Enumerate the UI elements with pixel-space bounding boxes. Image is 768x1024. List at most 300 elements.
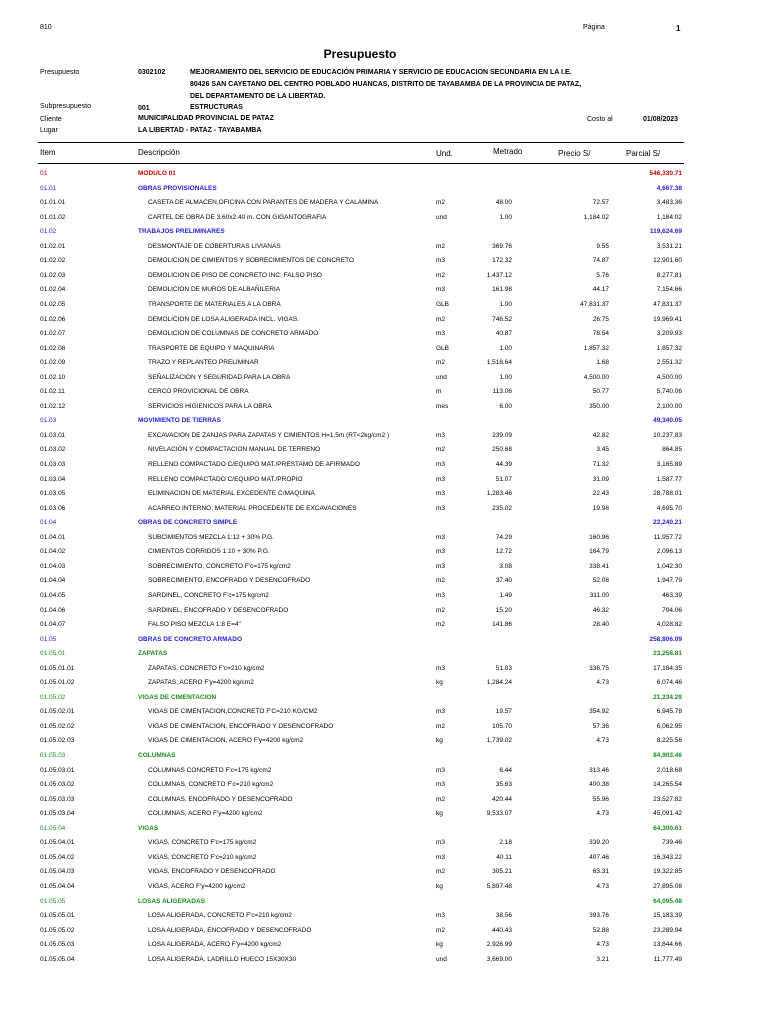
item-cell: 01.04.04 [40,577,66,585]
unit-cell: m3 [436,853,446,861]
subpresupuesto-code: 001 [138,105,150,112]
metrado-cell: 5,897.48 [486,882,512,890]
precio-cell: 339.20 [589,839,609,847]
description-cell: VIGAS, CONCRETO F'c=210 kg/cm2 [148,853,257,861]
unit-cell: m2 [436,722,446,730]
precio-cell: 55.96 [592,795,609,803]
table-row [0,314,768,326]
precio-cell: 4,500.00 [583,373,609,381]
description-cell: CERCO PROVICIONAL DE OBRA [148,388,249,396]
precio-cell: 1.68 [596,359,609,367]
item-cell: 01.02.05 [40,300,66,308]
table-row [0,852,768,864]
precio-cell: 31.09 [592,475,609,483]
unit-cell: m3 [436,490,446,498]
item-cell: 01.04.06 [40,606,66,614]
item-cell: 01.05.01.02 [40,679,75,687]
metrado-cell: 15.20 [495,606,512,614]
table-row [0,430,768,442]
metrado-cell: 105.70 [492,722,512,730]
description-cell: SEÑALIZACION Y SEGURIDAD PARA LA OBRA [148,373,291,381]
unit-cell: kg [436,882,443,890]
table-row [0,779,768,791]
parcial-cell: 47,831.37 [653,300,682,308]
precio-cell: 350.00 [589,402,609,410]
metrado-cell: 2.18 [499,839,512,847]
unit-cell: GLB [436,344,450,352]
description-cell: VIGAS [138,824,159,832]
description-cell: LOSA ALIGERADA, ACERO F'y=4200 kg/cm2 [148,941,282,949]
precio-cell: 4.73 [596,810,609,818]
unit-cell: kg [436,941,443,949]
presupuesto-desc-line-2: 80426 SAN CAYETANO DEL CENTRO POBLADO HUANCAS, DISTRITO DE TAYABAMBA DE LA PROVINCIA DE PATAZ, [190,81,582,88]
precio-cell: 63.31 [592,868,609,876]
description-cell: RELLENO COMPACTADO C/EQUIPO MAT./PROPIO [148,475,303,483]
description-cell: MOVIMIENTO DE TIERRAS [138,417,221,425]
description-cell: SARDINEL, CONCRETO F'c=175 kg/cm2 [148,591,269,599]
description-cell: SERVICIOS HIGIENICOS PARA LA OBRA [148,402,272,410]
unit-cell: m3 [436,562,446,570]
precio-cell: 26.75 [592,315,609,323]
description-cell: SARDINEL, ENCOFRADO Y DESENCOFRADO [148,606,289,614]
description-cell: DEMOLICION DE CIMIENTOS Y SOBRECIMIENTOS DE CONCRETO [148,257,354,265]
parcial-cell: 6,074.46 [656,679,682,687]
unit-cell: m3 [436,286,446,294]
item-cell: 01.03 [40,417,57,425]
parcial-cell: 258,806.09 [649,635,682,643]
costo-label: Costo al [587,116,613,123]
description-cell: SOBRECIMIENTO, ENCOFRADO Y DESENCOFRADO [148,577,311,585]
metrado-cell: 1,284.24 [486,679,512,687]
precio-cell: 164.79 [589,548,609,556]
table-group-row [0,168,768,180]
item-cell: 01.02.10 [40,373,66,381]
parcial-cell: 11,777.49 [653,955,682,963]
table-row [0,765,768,777]
parcial-cell: 1,947.79 [656,577,682,585]
col-precio: Precio S/ [558,149,591,158]
description-cell: ZAPATAS, CONCRETO F'c=210 kg/cm2 [148,664,265,672]
description-cell: SOBRECIMIENTO, CONCRETO F'c=175 kg/cm2 [148,562,291,570]
parcial-cell: 3,483.36 [656,199,682,207]
table-row [0,386,768,398]
table-group-row [0,692,768,704]
parcial-cell: 1,857.32 [656,344,682,352]
item-cell: 01.02.01 [40,242,66,250]
item-cell: 01.04.03 [40,562,66,570]
presupuesto-desc-line-3: DEL DEPARTAMENTO DE LA LIBERTAD. [190,93,326,100]
parcial-cell: 64,300.61 [653,824,682,832]
item-cell: 01.04.07 [40,621,66,629]
parcial-cell: 7,154.66 [656,286,682,294]
table-row [0,459,768,471]
item-cell: 01.02.03 [40,271,66,279]
description-cell: ACARREO INTERNO, MATERIAL PROCEDENTE DE EXCAVACIONES [148,504,357,512]
table-row [0,241,768,253]
unit-cell: m2 [436,621,446,629]
unit-cell: m2 [436,446,446,454]
unit-cell: m2 [436,577,446,585]
precio-cell: 22.43 [592,490,609,498]
parcial-cell: 28,788.01 [653,490,682,498]
parcial-cell: 8,277.81 [656,271,682,279]
unit-cell: m2 [436,199,446,207]
table-row [0,794,768,806]
metrado-cell: 172.32 [492,257,512,265]
precio-cell: 354.92 [589,708,609,716]
precio-cell: 4.73 [596,941,609,949]
metrado-cell: 746.52 [492,315,512,323]
description-cell: TRANSPORTE DE MATERIALES A LA OBRA [148,300,281,308]
table-row [0,619,768,631]
unit-cell: m3 [436,461,446,468]
precio-cell: 52.08 [592,577,609,585]
description-cell: DEMOLICION DE COLUMNAS DE CONCRETO ARMADO [148,330,319,338]
item-cell: 01.05.01.01 [40,664,75,672]
item-cell: 01.05.02.02 [40,722,75,730]
table-row [0,605,768,617]
table-row [0,503,768,515]
table-row [0,706,768,718]
table-row [0,910,768,922]
table-row [0,343,768,355]
metrado-cell: 44.39 [495,461,512,468]
unit-cell: m2 [436,795,446,803]
table-group-row [0,183,768,195]
table-row [0,532,768,544]
table-row [0,444,768,456]
presupuesto-desc-line-1: MEJORAMIENTO DEL SERVICIO DE EDUCACIÓN PRIMARIA Y SERVICIO DE EDUCACION SECUNDARIA EN LA I.E. [190,69,572,76]
metrado-cell: 48.00 [495,199,512,207]
description-cell: COLUMNAS, ENCOFRADO Y DESENCOFRADO [148,795,293,803]
metrado-cell: 239.09 [492,431,512,439]
unit-cell: mes [436,402,449,410]
description-cell: VIGAS DE CIMENTACION [138,693,217,701]
precio-cell: 9.55 [596,242,609,250]
metrado-cell: 1.00 [499,344,512,352]
metrado-cell: 35.63 [495,781,512,789]
description-cell: MODULO 01 [138,170,176,177]
table-row [0,546,768,558]
description-cell: EXCAVACION DE ZANJAS PARA ZAPATAS Y CIMIENTOS H=1.5m (RT<2kg/cm2 ) [148,431,390,439]
precio-cell: 72.57 [592,199,609,207]
table-row [0,590,768,602]
parcial-cell: 1,587.77 [656,475,682,483]
item-cell: 01.01 [40,184,57,192]
precio-cell: 4.73 [596,679,609,687]
item-cell: 01.03.04 [40,475,66,483]
metrado-cell: 3.08 [499,562,512,570]
item-cell: 01.02.09 [40,359,66,367]
table-row [0,954,768,966]
unit-cell: m2 [436,271,446,279]
parcial-cell: 2,096.13 [656,548,682,556]
unit-cell: kg [436,679,443,687]
parcial-cell: 463.39 [662,591,682,599]
precio-cell: 400.38 [589,781,609,789]
parcial-cell: 4,500.00 [656,373,682,381]
item-cell: 01.02.11 [40,388,65,396]
unit-cell: kg [436,810,443,818]
metrado-cell: 6.00 [499,402,512,410]
description-cell: TRASPORTE DE EQUIPO Y MAQUINARIA [148,344,275,352]
item-cell: 01.05.02 [40,693,66,701]
precio-cell: 50.77 [592,388,609,396]
parcial-cell: 6,062.95 [656,722,682,730]
item-cell: 01.03.05 [40,490,66,498]
item-cell: 01.05.03.01 [40,766,75,774]
metrado-cell: 1,518.64 [486,359,512,367]
description-cell: VIGAS, ENCOFRADO Y DESENCOFRADO [148,868,276,876]
parcial-cell: 2,551.32 [656,359,682,367]
table-group-row [0,517,768,529]
unit-cell: m [436,388,442,396]
metrado-cell: 1,283.46 [486,490,512,498]
description-cell: ZAPATAS [138,650,168,658]
metrado-cell: 74.29 [495,533,512,541]
unit-cell: und [436,955,447,963]
page-label: Página [583,24,605,31]
item-cell: 01.04 [40,519,57,527]
description-cell: ELIMINACION DE MATERIAL EXCEDENTE C/MAQUINA [148,490,315,498]
parcial-cell: 64,095.48 [653,897,682,905]
item-cell: 01.05 [40,635,57,643]
unit-cell: m3 [436,708,446,716]
parcial-cell: 739.46 [662,839,682,847]
metrado-cell: 37.40 [495,577,512,585]
parcial-cell: 16,343.22 [653,853,682,861]
lugar-value: LA LIBERTAD - PATAZ - TAYABAMBA [138,127,262,134]
table-row [0,357,768,369]
unit-cell: m3 [436,431,446,439]
precio-cell: 311.00 [589,591,609,599]
item-cell: 01.04.05 [40,591,66,599]
precio-cell: 1,184.02 [583,213,609,221]
item-cell: 01.03.02 [40,446,66,454]
precio-cell: 52.88 [592,926,609,934]
col-item: Item [40,148,56,157]
precio-cell: 74.87 [592,257,609,265]
unit-cell: m2 [436,868,446,876]
precio-cell: 4.73 [596,737,609,745]
precio-cell: 71.32 [592,461,609,468]
item-cell: 01.05.05.02 [40,926,75,934]
parcial-cell: 13,844.66 [653,941,682,949]
precio-cell: 46.32 [592,606,609,614]
table-row [0,270,768,282]
unit-cell: m3 [436,912,446,920]
item-cell: 01.05.02.03 [40,737,75,745]
parcial-cell: 21,234.29 [653,693,682,701]
description-cell: TRABAJOS PRELIMINARES [138,228,225,236]
metrado-cell: 40.11 [496,853,512,861]
unit-cell: m2 [436,606,446,614]
unit-cell: m3 [436,548,446,556]
unit-cell: m2 [436,926,446,934]
parcial-cell: 1,184.02 [656,213,682,221]
description-cell: OBRAS DE CONCRETO ARMADO [138,635,243,643]
metrado-cell: 1.00 [499,300,512,308]
table-group-row [0,648,768,660]
page-number: 1 [676,24,681,33]
parcial-cell: 22,240.21 [653,519,682,527]
item-cell: 01.02.02 [40,257,66,265]
description-cell: SUBCIMIENTOS MEZCLA 1:12 + 30% P.G. [148,533,275,541]
table-group-row [0,634,768,646]
item-cell: 01.01.01 [40,199,66,207]
table-header [38,142,684,164]
description-cell: OBRAS DE CONCRETO SIMPLE [138,519,238,527]
metrado-cell: 420.44 [492,795,512,803]
description-cell: LOSA ALIGERADA, ENCOFRADO Y DESENCOFRADO [148,926,312,934]
precio-cell: 42.82 [592,431,609,439]
table-row [0,328,768,340]
metrado-cell: 113.06 [492,388,512,396]
description-cell: COLUMNAS, CONCRETO F'c=210 kg/cm2 [148,781,274,789]
parcial-cell: 11,957.72 [653,533,682,541]
precio-cell: 5.76 [596,271,609,279]
item-cell: 01.05.03 [40,752,66,759]
unit-cell: m2 [436,242,446,250]
unit-cell: kg [436,737,443,745]
table-row [0,881,768,893]
precio-cell: 57.36 [592,722,609,730]
parcial-cell: 864.85 [662,446,682,454]
parcial-cell: 3,531.21 [656,242,682,250]
description-cell: DESMONTAJE DE COBERTURAS LIVIANAS [148,242,281,250]
parcial-cell: 4,667.38 [656,184,682,192]
description-cell: LOSA ALIGERADA, CONCRETO F'c=210 kg/cm2 [148,912,292,920]
col-metrado: Metrado [493,147,523,156]
precio-cell: 3.21 [596,955,609,963]
table-row [0,299,768,311]
metrado-cell: 40.87 [495,330,512,338]
item-cell: 01.05.03.03 [40,795,75,803]
description-cell: DEMOLICION DE PISO DE CONCRETO INC. FALSO PISO [148,271,322,279]
parcial-cell: 14,265.54 [653,781,682,789]
precio-cell: 3.45 [596,446,609,454]
precio-cell: 393.76 [589,912,609,920]
metrado-cell: 250.68 [492,446,512,454]
table-row [0,939,768,951]
unit-cell: m2 [436,359,446,367]
metrado-cell: 51.03 [495,664,512,672]
item-cell: 01.05.02.01 [40,708,75,716]
subpresupuesto-label: Subpresupuesto [40,103,91,110]
item-cell: 01.04.01 [40,533,66,541]
table-row [0,255,768,267]
table-row [0,488,768,500]
report-code: 810 [40,24,52,31]
table-row [0,372,768,384]
item-cell: 01.05.05.01 [40,912,75,920]
metrado-cell: 1.00 [499,373,512,381]
table-row [0,284,768,296]
description-cell: VIGAS DE CIMENTACION, ENCOFRADO Y DESENCOFRADO [148,722,334,730]
description-cell: CASETA DE ALMACEN,OFICINA CON PARANTES DE MADERA Y CALAMINA [148,199,379,207]
table-row [0,721,768,733]
description-cell: DEMOLICION DE LOSA ALIGERADA INCL. VIGAS. [148,315,299,323]
metrado-cell: 2,926.99 [486,941,512,949]
item-cell: 01.02.07 [40,330,66,338]
metrado-cell: 19.57 [495,708,512,716]
parcial-cell: 2,018.68 [656,766,682,774]
table-row [0,575,768,587]
table-row [0,474,768,486]
item-cell: 01.05.04.02 [40,853,75,861]
item-cell: 01.03.01 [40,431,66,439]
parcial-cell: 49,340.05 [653,417,682,425]
table-row [0,677,768,689]
precio-cell: 1,857.32 [583,344,609,352]
presupuesto-label: Presupuesto [40,69,80,76]
unit-cell: GLB [436,300,450,308]
parcial-cell: 84,903.46 [653,752,682,759]
item-cell: 01.02.08 [40,344,66,352]
table-row [0,401,768,413]
description-cell: RELLENO COMPACTADO C/EQUIPO MAT./PRESTAMO DE AFIRMADO [148,461,360,468]
table-row [0,663,768,675]
metrado-cell: 12.72 [495,548,512,556]
item-cell: 01.02.06 [40,315,66,323]
subpresupuesto-name: ESTRUCTURAS [190,104,243,111]
description-cell: COLUMNAS, ACERO F'y=4200 kg/cm2 [148,810,263,818]
table-row [0,925,768,937]
parcial-cell: 3,209.93 [656,330,682,338]
metrado-cell: 51.07 [495,475,512,483]
metrado-cell: 1,739.02 [486,737,512,745]
item-cell: 01.03.06 [40,504,66,512]
page-title: Presupuesto [323,47,397,61]
cliente-label: Cliente [40,116,62,123]
item-cell: 01.05.04.03 [40,868,75,876]
item-cell: 01.05.04.01 [40,839,75,847]
precio-cell: 313.46 [589,766,609,774]
precio-cell: 4.73 [596,882,609,890]
description-cell: LOSAS ALIGERADAS [138,897,205,905]
metrado-cell: 9,533.07 [486,810,512,818]
col-descripcion: Descripción [138,148,180,157]
item-cell: 01.05.04 [40,824,66,832]
item-cell: 01 [40,170,48,177]
parcial-cell: 19,322.85 [653,868,682,876]
precio-cell: 336.75 [589,664,609,672]
item-cell: 01.01.02 [40,213,66,221]
cliente-value: MUNICIPALIDAD PROVINCIAL DE PATAZ [138,115,274,122]
unit-cell: und [436,213,447,221]
unit-cell: m3 [436,504,446,512]
parcial-cell: 10,237.83 [653,431,682,439]
parcial-cell: 17,184.35 [653,664,682,672]
unit-cell: m3 [436,475,446,483]
description-cell: CARTEL DE OBRA DE 3.60x2.40 m. CON GIGANTOGRAFIA [148,213,327,221]
table-group-row [0,896,768,908]
table-row [0,197,768,209]
metrado-cell: 38.56 [495,912,512,920]
col-parcial: Parcial S/ [626,149,661,158]
parcial-cell: 15,183.39 [653,912,682,920]
description-cell: COLUMNAS CONCRETO F'c=175 kg/cm2 [148,766,272,774]
table-group-row [0,226,768,238]
description-cell: OBRAS PROVISIONALES [138,184,217,192]
parcial-cell: 4,028.82 [656,621,682,629]
parcial-cell: 119,624.69 [649,228,682,236]
parcial-cell: 12,901.60 [653,257,682,265]
description-cell: FALSO PISO MEZCLA 1:8 E=4" [148,621,241,629]
parcial-cell: 1,042.30 [656,562,682,570]
precio-cell: 19.98 [592,504,609,512]
metrado-cell: 440.43 [492,926,512,934]
